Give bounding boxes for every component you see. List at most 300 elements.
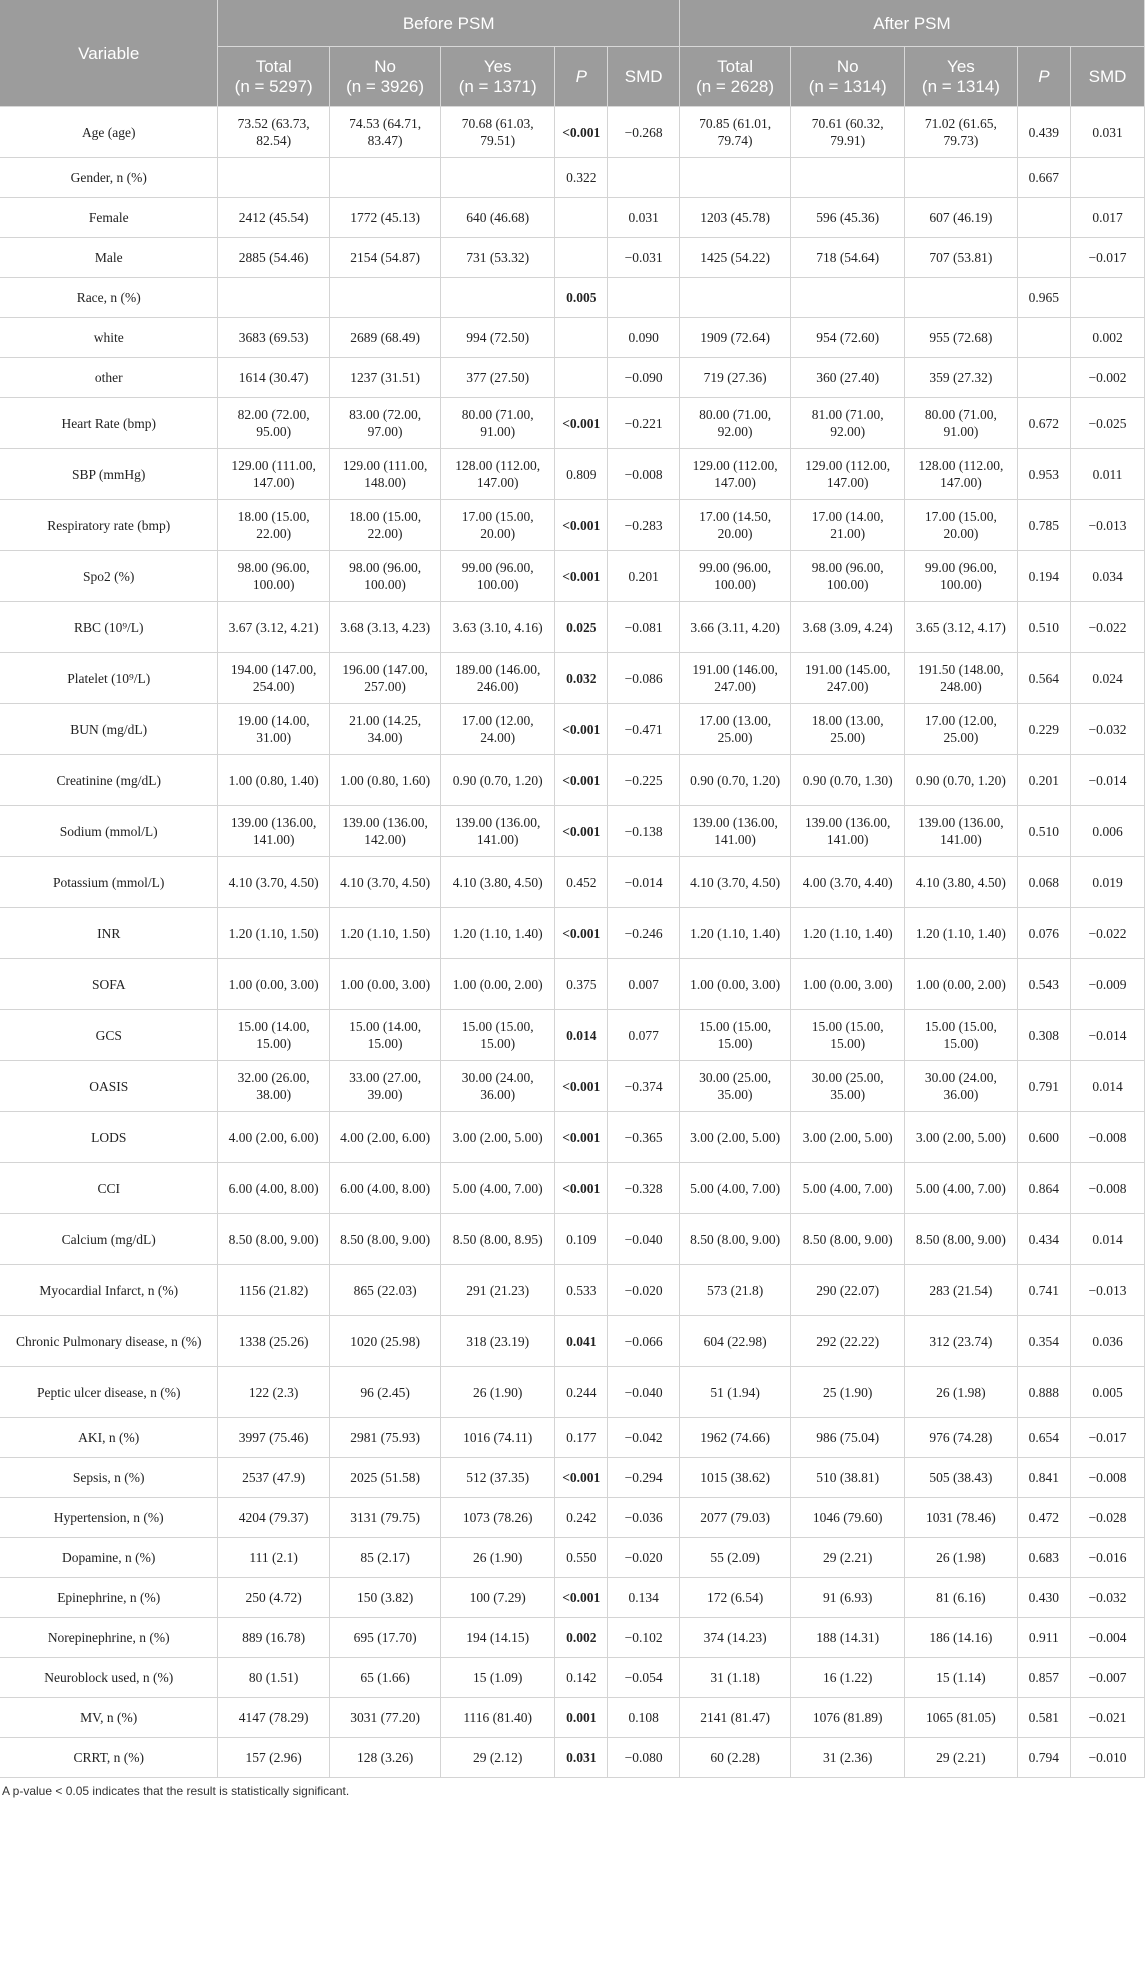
value-cell: 1.00 (0.00, 3.00)	[679, 959, 790, 1010]
value-cell: 0.134	[608, 1578, 679, 1618]
value-cell: −0.031	[608, 238, 679, 278]
value-cell: 954 (72.60)	[791, 318, 905, 358]
value-cell: −0.020	[608, 1538, 679, 1578]
value-cell: 512 (37.35)	[441, 1458, 555, 1498]
value-cell: 30.00 (24.00, 36.00)	[441, 1061, 555, 1112]
value-cell: 18.00 (15.00, 22.00)	[218, 500, 329, 551]
table-row	[0, 358, 1145, 398]
value-cell: 0.025	[555, 602, 608, 653]
value-cell: 0.006	[1071, 806, 1145, 857]
value-cell: 0.109	[555, 1214, 608, 1265]
value-cell: 0.017	[1071, 198, 1145, 238]
value-cell: 26 (1.98)	[905, 1538, 1018, 1578]
value-cell: 0.375	[555, 959, 608, 1010]
value-cell	[441, 158, 555, 198]
value-cell: 74.53 (64.71, 83.47)	[329, 107, 440, 158]
variable-cell: Female	[0, 198, 218, 238]
variable-cell: LODS	[0, 1112, 218, 1163]
value-cell	[1017, 318, 1070, 358]
value-cell: 30.00 (24.00, 36.00)	[905, 1061, 1018, 1112]
value-cell: −0.283	[608, 500, 679, 551]
value-cell: −0.014	[608, 857, 679, 908]
table-row	[0, 908, 1145, 959]
value-cell: 0.322	[555, 158, 608, 198]
value-cell: −0.021	[1071, 1698, 1145, 1738]
value-cell: 0.434	[1017, 1214, 1070, 1265]
value-cell: 15 (1.14)	[905, 1658, 1018, 1698]
value-cell: <0.001	[555, 806, 608, 857]
value-cell: 1203 (45.78)	[679, 198, 790, 238]
value-cell: 5.00 (4.00, 7.00)	[441, 1163, 555, 1214]
value-cell: 99.00 (96.00, 100.00)	[441, 551, 555, 602]
value-cell: −0.066	[608, 1316, 679, 1367]
value-cell	[555, 198, 608, 238]
value-cell	[555, 358, 608, 398]
value-cell: 128.00 (112.00, 147.00)	[905, 449, 1018, 500]
variable-cell: GCS	[0, 1010, 218, 1061]
value-cell: <0.001	[555, 107, 608, 158]
table-row	[0, 755, 1145, 806]
value-cell: 986 (75.04)	[791, 1418, 905, 1458]
value-cell: 29 (2.12)	[441, 1738, 555, 1778]
table-row	[0, 1316, 1145, 1367]
value-cell: 1.20 (1.10, 1.40)	[905, 908, 1018, 959]
variable-cell: CCI	[0, 1163, 218, 1214]
value-cell: 194.00 (147.00, 254.00)	[218, 653, 329, 704]
value-cell: 191.50 (148.00, 248.00)	[905, 653, 1018, 704]
value-cell: −0.008	[1071, 1458, 1145, 1498]
value-cell	[679, 158, 790, 198]
value-cell: 128.00 (112.00, 147.00)	[441, 449, 555, 500]
value-cell: 889 (16.78)	[218, 1618, 329, 1658]
value-cell: 1031 (78.46)	[905, 1498, 1018, 1538]
value-cell: 96 (2.45)	[329, 1367, 440, 1418]
value-cell: 0.543	[1017, 959, 1070, 1010]
value-cell: 1614 (30.47)	[218, 358, 329, 398]
value-cell: 0.041	[555, 1316, 608, 1367]
col-header: Yes (n = 1314)	[905, 47, 1018, 107]
table-row	[0, 449, 1145, 500]
value-cell: 2885 (54.46)	[218, 238, 329, 278]
variable-cell: Epinephrine, n (%)	[0, 1578, 218, 1618]
value-cell: 0.550	[555, 1538, 608, 1578]
value-cell: <0.001	[555, 1458, 608, 1498]
value-cell: 0.229	[1017, 704, 1070, 755]
value-cell: 3.00 (2.00, 5.00)	[679, 1112, 790, 1163]
value-cell: 0.90 (0.70, 1.20)	[905, 755, 1018, 806]
value-cell: 111 (2.1)	[218, 1538, 329, 1578]
value-cell: 70.68 (61.03, 79.51)	[441, 107, 555, 158]
value-cell: 1.20 (1.10, 1.50)	[218, 908, 329, 959]
variable-cell: Male	[0, 238, 218, 278]
value-cell: 17.00 (13.00, 25.00)	[679, 704, 790, 755]
col-header: No (n = 3926)	[329, 47, 440, 107]
table-row	[0, 198, 1145, 238]
value-cell	[1071, 158, 1145, 198]
value-cell: 0.888	[1017, 1367, 1070, 1418]
table-row	[0, 238, 1145, 278]
value-cell: 0.005	[555, 278, 608, 318]
value-cell: 4.00 (2.00, 6.00)	[329, 1112, 440, 1163]
value-cell: 85 (2.17)	[329, 1538, 440, 1578]
value-cell: −0.009	[1071, 959, 1145, 1010]
table-row	[0, 1061, 1145, 1112]
table-body	[0, 107, 1145, 1778]
value-cell: −0.032	[1071, 704, 1145, 755]
value-cell: 15.00 (15.00, 15.00)	[791, 1010, 905, 1061]
value-cell: 1.00 (0.00, 2.00)	[441, 959, 555, 1010]
value-cell: 2025 (51.58)	[329, 1458, 440, 1498]
table-row	[0, 278, 1145, 318]
value-cell: −0.246	[608, 908, 679, 959]
value-cell: 573 (21.8)	[679, 1265, 790, 1316]
value-cell: 6.00 (4.00, 8.00)	[218, 1163, 329, 1214]
value-cell: 1909 (72.64)	[679, 318, 790, 358]
value-cell: −0.081	[608, 602, 679, 653]
value-cell: 18.00 (13.00, 25.00)	[791, 704, 905, 755]
value-cell: 0.452	[555, 857, 608, 908]
value-cell: 4204 (79.37)	[218, 1498, 329, 1538]
value-cell: 8.50 (8.00, 9.00)	[329, 1214, 440, 1265]
value-cell	[218, 278, 329, 318]
value-cell: 0.953	[1017, 449, 1070, 500]
value-cell: 83.00 (72.00, 97.00)	[329, 398, 440, 449]
value-cell: 3.65 (3.12, 4.17)	[905, 602, 1018, 653]
value-cell: 374 (14.23)	[679, 1618, 790, 1658]
value-cell: −0.080	[608, 1738, 679, 1778]
variable-cell: OASIS	[0, 1061, 218, 1112]
value-cell: 0.031	[555, 1738, 608, 1778]
value-cell: −0.002	[1071, 358, 1145, 398]
value-cell: 377 (27.50)	[441, 358, 555, 398]
value-cell: 1.00 (0.00, 3.00)	[218, 959, 329, 1010]
value-cell: 0.242	[555, 1498, 608, 1538]
value-cell: 955 (72.68)	[905, 318, 1018, 358]
value-cell: 0.794	[1017, 1738, 1070, 1778]
variable-cell: INR	[0, 908, 218, 959]
variable-cell: BUN (mg/dL)	[0, 704, 218, 755]
value-cell: <0.001	[555, 551, 608, 602]
value-cell	[791, 158, 905, 198]
value-cell: 0.654	[1017, 1418, 1070, 1458]
value-cell: −0.022	[1071, 602, 1145, 653]
table-row	[0, 1458, 1145, 1498]
value-cell: 99.00 (96.00, 100.00)	[905, 551, 1018, 602]
variable-cell: Calcium (mg/dL)	[0, 1214, 218, 1265]
value-cell: 32.00 (26.00, 38.00)	[218, 1061, 329, 1112]
value-cell: 0.031	[1071, 107, 1145, 158]
value-cell	[608, 278, 679, 318]
variable-cell: Dopamine, n (%)	[0, 1538, 218, 1578]
value-cell: 0.090	[608, 318, 679, 358]
value-cell: −0.036	[608, 1498, 679, 1538]
value-cell: 2689 (68.49)	[329, 318, 440, 358]
value-cell: 3131 (79.75)	[329, 1498, 440, 1538]
value-cell: −0.004	[1071, 1618, 1145, 1658]
value-cell: 1425 (54.22)	[679, 238, 790, 278]
value-cell: 1.20 (1.10, 1.40)	[679, 908, 790, 959]
value-cell: <0.001	[555, 704, 608, 755]
value-cell: 71.02 (61.65, 79.73)	[905, 107, 1018, 158]
value-cell: −0.014	[1071, 1010, 1145, 1061]
value-cell	[905, 158, 1018, 198]
value-cell: 4.10 (3.80, 4.50)	[905, 857, 1018, 908]
variable-cell: RBC (10⁹/L)	[0, 602, 218, 653]
value-cell: 6.00 (4.00, 8.00)	[329, 1163, 440, 1214]
value-cell: −0.014	[1071, 755, 1145, 806]
value-cell: <0.001	[555, 398, 608, 449]
value-cell: 0.244	[555, 1367, 608, 1418]
value-cell: 15.00 (15.00, 15.00)	[679, 1010, 790, 1061]
value-cell: 0.142	[555, 1658, 608, 1698]
value-cell	[679, 278, 790, 318]
value-cell: 0.90 (0.70, 1.30)	[791, 755, 905, 806]
col-header-smd: SMD	[608, 47, 679, 107]
value-cell: 1076 (81.89)	[791, 1698, 905, 1738]
value-cell: −0.025	[1071, 398, 1145, 449]
value-cell: <0.001	[555, 1578, 608, 1618]
value-cell: 191.00 (145.00, 247.00)	[791, 653, 905, 704]
value-cell: −0.013	[1071, 1265, 1145, 1316]
value-cell: 1962 (74.66)	[679, 1418, 790, 1458]
value-cell: 0.201	[608, 551, 679, 602]
value-cell: 0.014	[1071, 1061, 1145, 1112]
col-header: Yes (n = 1371)	[441, 47, 555, 107]
value-cell: 0.430	[1017, 1578, 1070, 1618]
value-cell: 8.50 (8.00, 9.00)	[218, 1214, 329, 1265]
value-cell: 31 (1.18)	[679, 1658, 790, 1698]
value-cell: −0.008	[1071, 1163, 1145, 1214]
value-cell: 80.00 (71.00, 91.00)	[441, 398, 555, 449]
value-cell: 707 (53.81)	[905, 238, 1018, 278]
value-cell: 291 (21.23)	[441, 1265, 555, 1316]
value-cell: 3.66 (3.11, 4.20)	[679, 602, 790, 653]
value-cell: 33.00 (27.00, 39.00)	[329, 1061, 440, 1112]
value-cell: −0.040	[608, 1214, 679, 1265]
value-cell: −0.008	[608, 449, 679, 500]
value-cell: <0.001	[555, 908, 608, 959]
variable-cell: Gender, n (%)	[0, 158, 218, 198]
table-row	[0, 500, 1145, 551]
value-cell: 3997 (75.46)	[218, 1418, 329, 1458]
value-cell: 510 (38.81)	[791, 1458, 905, 1498]
value-cell: 0.600	[1017, 1112, 1070, 1163]
value-cell: 3.00 (2.00, 5.00)	[791, 1112, 905, 1163]
value-cell: 0.809	[555, 449, 608, 500]
table-row	[0, 1265, 1145, 1316]
value-cell: 73.52 (63.73, 82.54)	[218, 107, 329, 158]
value-cell: 1.20 (1.10, 1.40)	[791, 908, 905, 959]
value-cell: 0.007	[608, 959, 679, 1010]
value-cell: 0.014	[1071, 1214, 1145, 1265]
value-cell: 194 (14.15)	[441, 1618, 555, 1658]
col-header-smd: SMD	[1071, 47, 1145, 107]
value-cell: 283 (21.54)	[905, 1265, 1018, 1316]
value-cell: 30.00 (25.00, 35.00)	[791, 1061, 905, 1112]
value-cell: 4.10 (3.70, 4.50)	[679, 857, 790, 908]
value-cell: 0.785	[1017, 500, 1070, 551]
value-cell: 0.472	[1017, 1498, 1070, 1538]
value-cell: 17.00 (12.00, 25.00)	[905, 704, 1018, 755]
value-cell: 3683 (69.53)	[218, 318, 329, 358]
value-cell: 0.791	[1017, 1061, 1070, 1112]
table-row	[0, 398, 1145, 449]
value-cell: 0.031	[608, 198, 679, 238]
value-cell: 55 (2.09)	[679, 1538, 790, 1578]
value-cell: 15.00 (15.00, 15.00)	[905, 1010, 1018, 1061]
value-cell: 18.00 (15.00, 22.00)	[329, 500, 440, 551]
value-cell: 188 (14.31)	[791, 1618, 905, 1658]
value-cell: −0.022	[1071, 908, 1145, 959]
value-cell: 150 (3.82)	[329, 1578, 440, 1618]
value-cell: 0.564	[1017, 653, 1070, 704]
value-cell: −0.471	[608, 704, 679, 755]
variable-cell: Creatinine (mg/dL)	[0, 755, 218, 806]
value-cell: 129.00 (111.00, 148.00)	[329, 449, 440, 500]
value-cell: −0.221	[608, 398, 679, 449]
value-cell: 196.00 (147.00, 257.00)	[329, 653, 440, 704]
value-cell: 139.00 (136.00, 141.00)	[441, 806, 555, 857]
value-cell: 172 (6.54)	[679, 1578, 790, 1618]
value-cell: 3031 (77.20)	[329, 1698, 440, 1738]
value-cell: 5.00 (4.00, 7.00)	[791, 1163, 905, 1214]
value-cell: 25 (1.90)	[791, 1367, 905, 1418]
value-cell: 1016 (74.11)	[441, 1418, 555, 1458]
value-cell: <0.001	[555, 1163, 608, 1214]
value-cell: 0.667	[1017, 158, 1070, 198]
value-cell: 139.00 (136.00, 142.00)	[329, 806, 440, 857]
value-cell: 139.00 (136.00, 141.00)	[791, 806, 905, 857]
value-cell: 4.00 (2.00, 6.00)	[218, 1112, 329, 1163]
value-cell: −0.040	[608, 1367, 679, 1418]
value-cell: 0.001	[555, 1698, 608, 1738]
value-cell: −0.374	[608, 1061, 679, 1112]
value-cell: 30.00 (25.00, 35.00)	[679, 1061, 790, 1112]
variable-cell: Neuroblock used, n (%)	[0, 1658, 218, 1698]
value-cell: −0.294	[608, 1458, 679, 1498]
value-cell: 81.00 (71.00, 92.00)	[791, 398, 905, 449]
value-cell: 4.10 (3.70, 4.50)	[329, 857, 440, 908]
value-cell: 312 (23.74)	[905, 1316, 1018, 1367]
value-cell: −0.042	[608, 1418, 679, 1458]
value-cell: 0.533	[555, 1265, 608, 1316]
value-cell: 360 (27.40)	[791, 358, 905, 398]
value-cell: 1.00 (0.80, 1.60)	[329, 755, 440, 806]
value-cell: 1020 (25.98)	[329, 1316, 440, 1367]
value-cell: 0.581	[1017, 1698, 1070, 1738]
value-cell: 1.00 (0.00, 3.00)	[791, 959, 905, 1010]
value-cell: 26 (1.90)	[441, 1367, 555, 1418]
col-header: Total (n = 2628)	[679, 47, 790, 107]
value-cell: 139.00 (136.00, 141.00)	[218, 806, 329, 857]
table-row	[0, 318, 1145, 358]
value-cell: −0.013	[1071, 500, 1145, 551]
value-cell: 16 (1.22)	[791, 1658, 905, 1698]
value-cell	[905, 278, 1018, 318]
variable-cell: Respiratory rate (bmp)	[0, 500, 218, 551]
value-cell: −0.010	[1071, 1738, 1145, 1778]
value-cell: 1.00 (0.80, 1.40)	[218, 755, 329, 806]
value-cell: 0.068	[1017, 857, 1070, 908]
value-cell: 0.194	[1017, 551, 1070, 602]
value-cell: 26 (1.98)	[905, 1367, 1018, 1418]
value-cell: 139.00 (136.00, 141.00)	[905, 806, 1018, 857]
value-cell	[218, 158, 329, 198]
value-cell: 21.00 (14.25, 34.00)	[329, 704, 440, 755]
value-cell: <0.001	[555, 1112, 608, 1163]
value-cell: −0.016	[1071, 1538, 1145, 1578]
value-cell: 607 (46.19)	[905, 198, 1018, 238]
variable-cell: Chronic Pulmonary disease, n (%)	[0, 1316, 218, 1367]
value-cell: 191.00 (146.00, 247.00)	[679, 653, 790, 704]
value-cell: 719 (27.36)	[679, 358, 790, 398]
value-cell: 0.019	[1071, 857, 1145, 908]
value-cell: −0.090	[608, 358, 679, 398]
value-cell: 4.10 (3.80, 4.50)	[441, 857, 555, 908]
value-cell: 0.032	[555, 653, 608, 704]
variable-cell: Potassium (mmol/L)	[0, 857, 218, 908]
value-cell: 731 (53.32)	[441, 238, 555, 278]
value-cell: 0.002	[1071, 318, 1145, 358]
variable-cell: Heart Rate (bmp)	[0, 398, 218, 449]
value-cell: 65 (1.66)	[329, 1658, 440, 1698]
variable-cell: other	[0, 358, 218, 398]
value-cell: 1073 (78.26)	[441, 1498, 555, 1538]
value-cell: −0.017	[1071, 1418, 1145, 1458]
value-cell: 17.00 (14.50, 20.00)	[679, 500, 790, 551]
value-cell: −0.365	[608, 1112, 679, 1163]
value-cell: 80.00 (71.00, 91.00)	[905, 398, 1018, 449]
value-cell: 8.50 (8.00, 9.00)	[679, 1214, 790, 1265]
value-cell: −0.225	[608, 755, 679, 806]
value-cell: 17.00 (15.00, 20.00)	[905, 500, 1018, 551]
col-header-p: P	[1017, 47, 1070, 107]
value-cell: 2141 (81.47)	[679, 1698, 790, 1738]
value-cell: 0.911	[1017, 1618, 1070, 1658]
value-cell: 15.00 (14.00, 15.00)	[218, 1010, 329, 1061]
value-cell: 1772 (45.13)	[329, 198, 440, 238]
value-cell	[441, 278, 555, 318]
value-cell	[608, 158, 679, 198]
value-cell: −0.054	[608, 1658, 679, 1698]
table-row	[0, 1214, 1145, 1265]
table-row	[0, 602, 1145, 653]
value-cell: −0.017	[1071, 238, 1145, 278]
value-cell	[329, 158, 440, 198]
value-cell: 91 (6.93)	[791, 1578, 905, 1618]
table-row	[0, 857, 1145, 908]
table-row	[0, 1112, 1145, 1163]
col-header: Total (n = 5297)	[218, 47, 329, 107]
value-cell: 604 (22.98)	[679, 1316, 790, 1367]
value-cell: 1.20 (1.10, 1.40)	[441, 908, 555, 959]
value-cell: 359 (27.32)	[905, 358, 1018, 398]
value-cell: 1015 (38.62)	[679, 1458, 790, 1498]
value-cell: 15.00 (14.00, 15.00)	[329, 1010, 440, 1061]
variable-cell: SOFA	[0, 959, 218, 1010]
value-cell: 80.00 (71.00, 92.00)	[679, 398, 790, 449]
value-cell: 29 (2.21)	[905, 1738, 1018, 1778]
table-row	[0, 1738, 1145, 1778]
value-cell: 1116 (81.40)	[441, 1698, 555, 1738]
value-cell: 8.50 (8.00, 8.95)	[441, 1214, 555, 1265]
variable-cell: Myocardial Infarct, n (%)	[0, 1265, 218, 1316]
value-cell: 318 (23.19)	[441, 1316, 555, 1367]
value-cell: 0.002	[555, 1618, 608, 1658]
variable-cell: MV, n (%)	[0, 1698, 218, 1738]
value-cell: 98.00 (96.00, 100.00)	[218, 551, 329, 602]
value-cell: 0.034	[1071, 551, 1145, 602]
